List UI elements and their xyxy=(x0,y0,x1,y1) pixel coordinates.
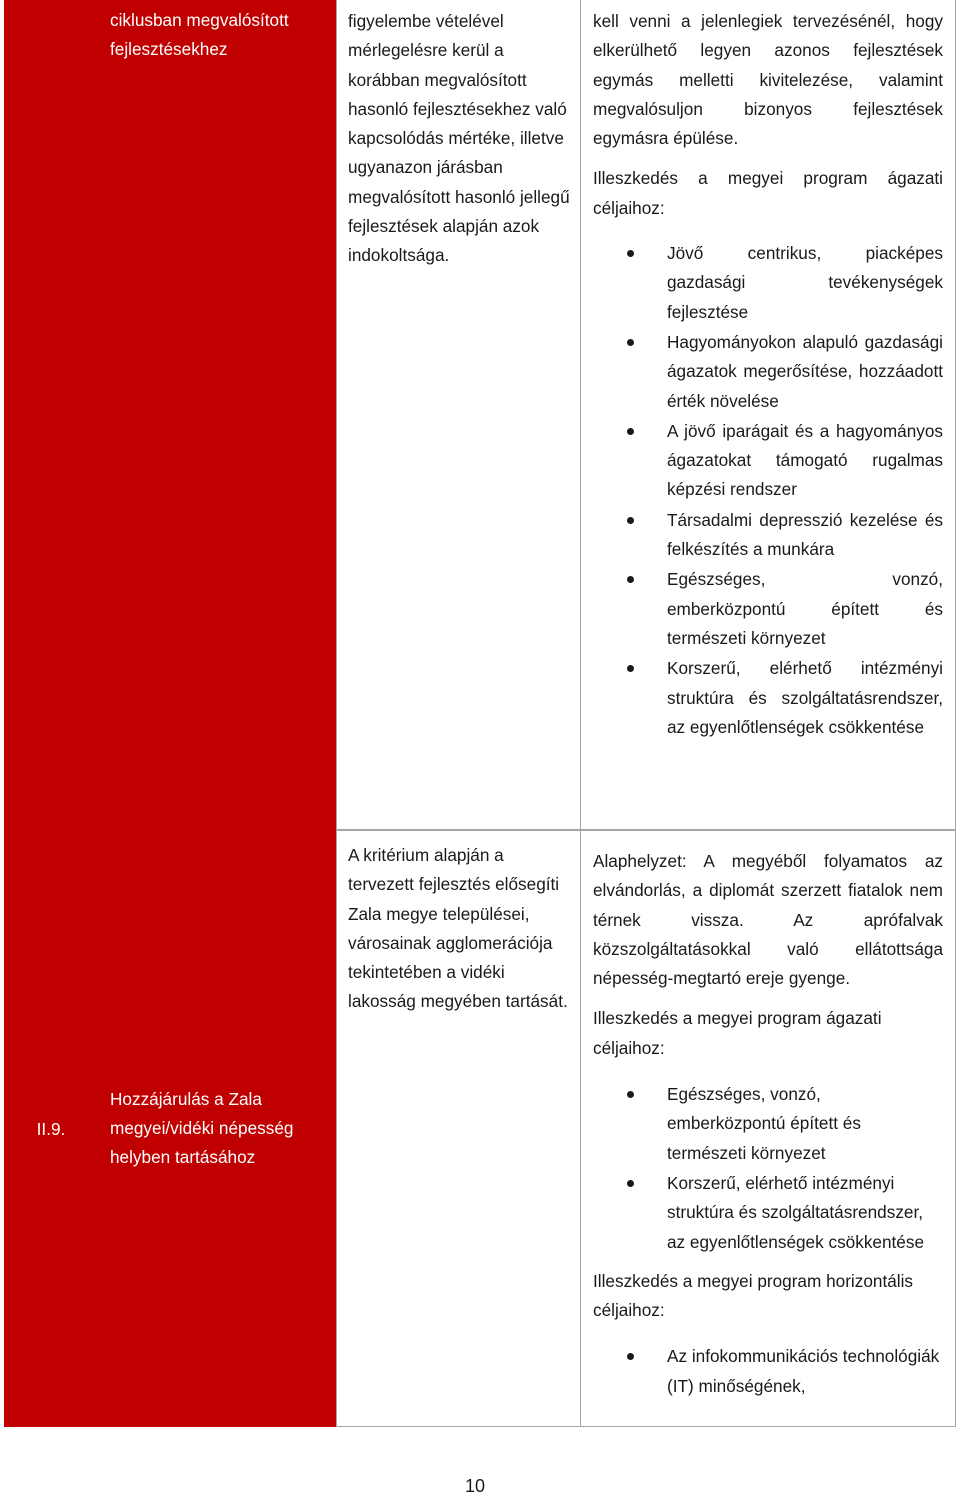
row2-detail-intro: Alaphelyzet: A megyéből folyamatos az elvándorlás, a diplomát szerzett fiatalok nem térnek vissza. Az aprófalvak közszolgáltatásokkal való ellátottsága népesség-megtartó ereje gyenge. xyxy=(593,851,943,989)
row1-criterion: figyelembe vételével mérlegelésre kerül a korábban megvalósított hasonló fejlesztésekhez való kapcsolódás mértéke, illetve ugyanazon járásban megvalósított hasonló jellegű fejlesztések alapján azok indokoltsága. xyxy=(348,11,570,266)
bullet-icon xyxy=(627,517,634,524)
row2-title: Hozzájárulás a Zala megyei/vidéki népesség helyben tartásához xyxy=(110,1088,294,1168)
list-item: Korszerű, elérhető intézményi struktúra és szolgáltatásrendszer, az egyenlőtlenségek csökkentése xyxy=(593,1169,943,1257)
row2-title-cell xyxy=(98,830,336,1427)
bullet-icon xyxy=(627,576,634,583)
list-item: Jövő centrikus, piacképes gazdasági tevékenységek fejlesztése xyxy=(593,239,943,327)
list-item: Egészséges, vonzó, emberközpontú épített és természeti környezet xyxy=(593,565,943,653)
list-item: Társadalmi depresszió kezelése és felkészítés a munkára xyxy=(593,506,943,565)
row2-horizontal-heading: Illeszkedés a megyei program horizontális céljaihoz: xyxy=(593,1270,914,1321)
bullet-icon xyxy=(627,1180,634,1187)
row2-sectoral-list xyxy=(593,1080,943,1257)
page-number: 10 xyxy=(464,1476,486,1496)
row2-number: II.9. xyxy=(36,1118,66,1139)
row2-number-cell xyxy=(4,830,98,1427)
bullet-icon xyxy=(627,250,634,257)
bullet-icon xyxy=(627,428,634,435)
row2-criterion: A kritérium alapján a tervezett fejlesztés elősegíti Zala megye települései, városainak agglomerációja tekintetében a vidéki lakosság megyében tartását. xyxy=(348,845,568,1012)
row1-sectoral-heading: Illeszkedés a megyei program ágazati céljaihoz: xyxy=(593,168,943,218)
list-item: Hagyományokon alapuló gazdasági ágazatok megerősítése, hozzáadott érték növelése xyxy=(593,328,943,416)
list-item: Egészséges, vonzó, emberközpontú épített és természeti környezet xyxy=(593,1080,943,1168)
row2-detail-cell xyxy=(580,830,956,1427)
list-item: A jövő iparágait és a hagyományos ágazatokat támogató rugalmas képzési rendszer xyxy=(593,417,943,505)
list-item: Korszerű, elérhető intézményi struktúra és szolgáltatásrendszer, az egyenlőtlenségek csökkentése xyxy=(593,654,943,742)
row1-title-cell xyxy=(98,0,336,830)
row1-sectoral-list xyxy=(593,239,943,742)
bullet-icon xyxy=(627,1353,634,1360)
bullet-icon xyxy=(627,665,634,672)
row2-sectoral-heading: Illeszkedés a megyei program ágazati céljaihoz: xyxy=(593,1008,882,1058)
row1-criterion-cell xyxy=(336,0,581,830)
bullet-icon xyxy=(627,339,634,346)
row2-horizontal-list xyxy=(593,1342,943,1401)
row1-number-cell xyxy=(4,0,98,830)
list-item: Az infokommunikációs technológiák (IT) minőségének, xyxy=(593,1342,943,1401)
row1-detail-intro: kell venni a jelenlegiek tervezésénél, hogy elkerülhető legyen azonos fejlesztések egymás melletti kivitelezése, valamint megvalósuljon bizonyos fejlesztések egymásra épülése. xyxy=(593,11,943,149)
row1-title: ciklusban megvalósított fejlesztésekhez xyxy=(110,10,289,60)
bullet-icon xyxy=(627,1091,634,1098)
row2-criterion-cell xyxy=(336,830,581,1427)
row1-detail-cell xyxy=(580,0,956,830)
